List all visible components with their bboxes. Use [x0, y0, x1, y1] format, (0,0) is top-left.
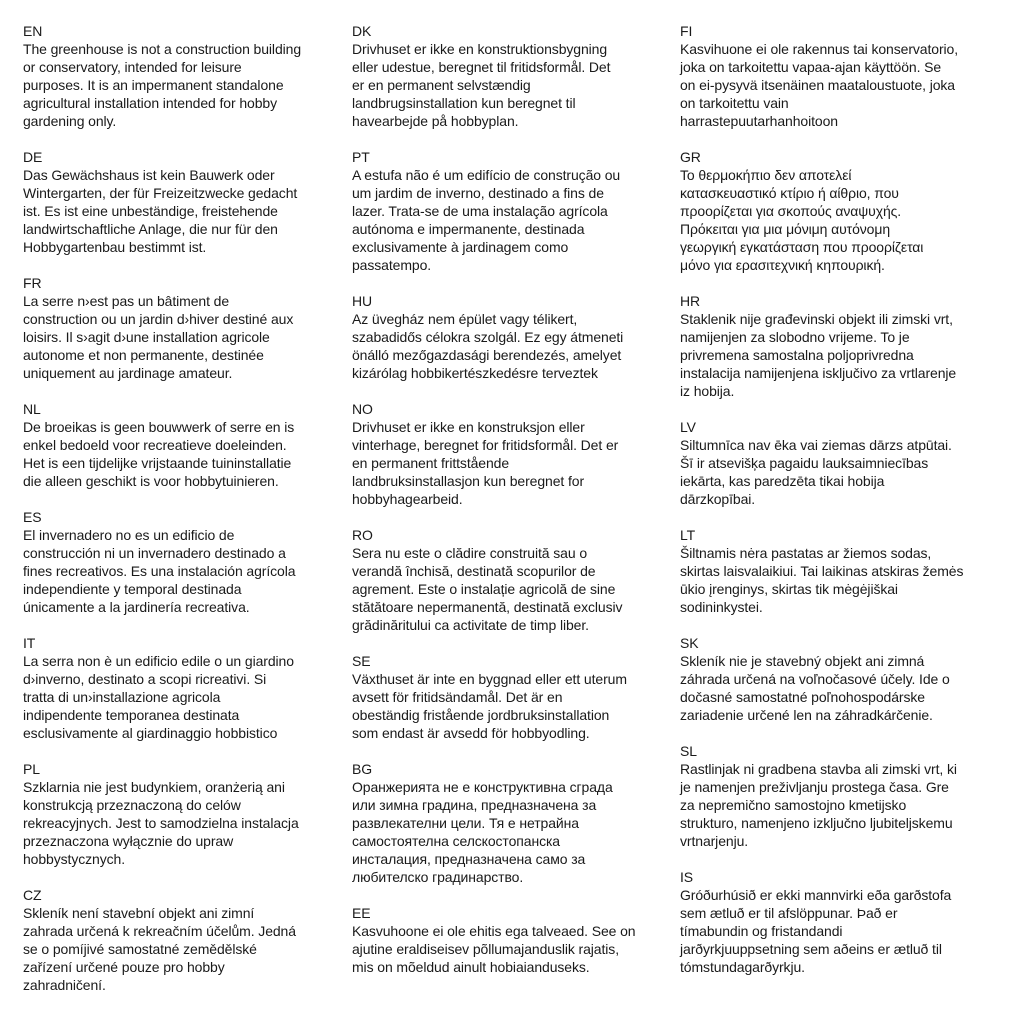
language-block-no: [352, 400, 636, 508]
text-line: μόνο για ερασιτεχνική κηπουρική.: [680, 257, 885, 273]
text-line: Rastlinjak ni gradbena stavba ali zimski vrt, ki: [680, 761, 957, 777]
text-line: exclusivamente à jardinagem como: [352, 239, 569, 255]
language-block-en: [23, 22, 301, 130]
language-block-is: [680, 868, 963, 976]
text-line: construcción ni un invernadero destinado a: [23, 545, 286, 561]
text-line: grădinăritului ca activitate de timp liber.: [352, 617, 589, 633]
text-line: agricultural installation intended for hobby: [23, 95, 277, 111]
text-line: самостоятелна селскостопанска: [352, 833, 560, 849]
text-line: Оранжерията не е конструктивна сграда: [352, 779, 613, 795]
text-line: hobbystycznych.: [23, 851, 125, 867]
text-line: ist. Es ist eine unbeständige, freistehende: [23, 203, 278, 219]
language-code: DE: [23, 149, 43, 165]
text-line: verandă închisă, destinată scopurilor de: [352, 563, 596, 579]
text-line: tímabundin og fristandandi: [680, 923, 843, 939]
text-line: La serre n›est pas un bâtiment de: [23, 293, 230, 309]
text-line: vinterhage, beregnet for fritidsformål. Det er: [352, 437, 619, 453]
text-line: ajutine eraldiseisev põllumajanduslik rajatis,: [352, 941, 619, 957]
text-line: enkel bedoeld voor recreatieve doeleinden.: [23, 437, 287, 453]
text-line: hobbyhagearbeid.: [352, 491, 463, 507]
text-line: d›inverno, destinato a scopi ricreativi. Si: [23, 671, 267, 687]
text-line: loisirs. Il s›agit d›une installation agricole: [23, 329, 270, 345]
text-line: любителско градинарство.: [352, 869, 524, 885]
text-line: únicamente a la jardinería recreativa.: [23, 599, 250, 615]
language-block-cz: [23, 886, 301, 994]
text-line: ūkio įrenginys, skirtas tik mėgėjiškai: [680, 581, 898, 597]
text-line: purposes. It is an impermanent standalone: [23, 77, 284, 93]
text-line: fines recreativos. Es una instalación agrícola: [23, 563, 296, 579]
text-line: die alleen geschikt is voor hobbytuinieren.: [23, 473, 279, 489]
language-code: LT: [680, 527, 696, 543]
text-line: namijenjen za slobodno vrijeme. To je: [680, 329, 910, 345]
text-line: skirtas laisvalaikiui. Tai laikinas atskiras žemės: [680, 563, 964, 579]
text-line: jarðyrkjuuppsetning sem aðeins er ætluð til: [680, 941, 942, 957]
text-line: kizárólag hobbikertészkedésre terveztek: [352, 365, 598, 381]
language-code: LV: [680, 419, 696, 435]
text-line: instalacija namijenjena isključivo za vrtlarenje: [680, 365, 957, 381]
text-line: agrement. Este o instalație agricolă de sine: [352, 581, 616, 597]
language-block-ro: [352, 526, 636, 634]
text-line: esclusivamente al giardinaggio hobbistico: [23, 725, 278, 741]
language-block-es: [23, 508, 301, 616]
language-code: ES: [23, 509, 42, 525]
language-code: GR: [680, 149, 701, 165]
text-line: γεωργική εγκατάσταση που προορίζεται: [680, 239, 924, 255]
language-code: EN: [23, 23, 43, 39]
language-block-de: [23, 148, 301, 256]
text-line: Växthuset är inte en byggnad eller ett uterum: [352, 671, 627, 687]
text-line: Das Gewächshaus ist kein Bauwerk oder: [23, 167, 275, 183]
text-line: passatempo.: [352, 257, 432, 273]
text-line: κατασκευαστικό κτίριο ή αίθριο, που: [680, 185, 899, 201]
language-block-it: [23, 634, 301, 742]
language-block-nl: [23, 400, 301, 490]
text-line: Skleník nie je stavebný objekt ani zimná: [680, 653, 925, 669]
text-line: harrastepuutarhanhoitoon: [680, 113, 838, 129]
language-code: RO: [352, 527, 373, 543]
text-line: önálló mezőgazdasági berendezés, amelyet: [352, 347, 622, 363]
text-line: zariadenie určené len na záhradkárčenie.: [680, 707, 933, 723]
text-line: som endast är avsedd för hobbyodling.: [352, 725, 590, 741]
language-block-ee: [352, 904, 636, 976]
text-line: Πρόκειται για μια μόνιμη αυτόνομη: [680, 221, 891, 237]
text-line: on ei-pysyvä itsenäinen maataloustuote, joka: [680, 77, 955, 93]
text-line: independiente y temporal destinada: [23, 581, 242, 597]
text-line: avsett för fritidsändamål. Det är en: [352, 689, 563, 705]
text-line: stătătoare nepermanentă, destinată exclusiv: [352, 599, 623, 615]
text-line: Sera nu este o clădire construită sau o: [352, 545, 588, 561]
language-block-pt: [352, 148, 636, 274]
text-line: развлекателни цели. Тя е нетрайна: [352, 815, 579, 831]
text-line: za nepremično samostojno kmetijsko: [680, 797, 907, 813]
text-line: strukturo, namenjeno izključno ljubiteljskemu: [680, 815, 953, 831]
text-line: Το θερμοκήπιο δεν αποτελεί: [680, 167, 852, 183]
text-line: Kasvuhoone ei ole ehitis ega talveaed. See on: [352, 923, 636, 939]
text-line: sem ætluð er til afslöppunar. Það er: [680, 905, 898, 921]
text-line: przeznaczona wyłącznie do upraw: [23, 833, 234, 849]
column-1: [23, 22, 301, 1012]
text-line: en permanent frittstående: [352, 455, 510, 471]
language-code: HU: [352, 293, 373, 309]
text-line: sodininkystei.: [680, 599, 763, 615]
text-line: záhrada určená na voľnočasové účely. Ide o: [680, 671, 950, 687]
text-line: El invernadero no es un edificio de: [23, 527, 235, 543]
text-line: mis on mõeldud ainult hobiaianduseks.: [352, 959, 590, 975]
text-line: landbruksinstallasjon kun beregnet for: [352, 473, 585, 489]
column-2: [352, 22, 636, 994]
text-line: landwirtschaftliche Anlage, die nur für den: [23, 221, 278, 237]
text-line: iekārta, kas paredzēta tikai hobija: [680, 473, 885, 489]
text-line: er en permanent selvstændig: [352, 77, 531, 93]
language-block-lv: [680, 418, 963, 508]
language-block-gr: [680, 148, 963, 274]
text-line: zahradničení.: [23, 977, 106, 993]
text-line: La serra non è un edificio edile o un giardino: [23, 653, 294, 669]
text-line: gardening only.: [23, 113, 117, 129]
text-line: rekreacyjnych. Jest to samodzielna instalacja: [23, 815, 299, 831]
language-block-hu: [352, 292, 636, 382]
language-block-fi: [680, 22, 963, 130]
language-block-sk: [680, 634, 963, 724]
text-line: lazer. Trata-se de uma instalação agrícola: [352, 203, 608, 219]
text-line: konstrukcją przeznaczoną do celów: [23, 797, 241, 813]
text-line: privremena samostalna poljoprivredna: [680, 347, 914, 363]
text-line: construction ou un jardin d›hiver destiné aux: [23, 311, 294, 327]
text-line: landbrugsinstallation kun beregnet til: [352, 95, 576, 111]
text-line: or conservatory, intended for leisure: [23, 59, 242, 75]
language-code: IT: [23, 635, 36, 651]
language-block-se: [352, 652, 636, 742]
text-line: Szklarnia nie jest budynkiem, oranżerią ani: [23, 779, 285, 795]
text-line: obeständig fristående jordbruksinstallation: [352, 707, 610, 723]
language-code: NL: [23, 401, 41, 417]
language-code: SK: [680, 635, 699, 651]
text-line: dārzkopībai.: [680, 491, 756, 507]
text-line: um jardim de inverno, destinado a fins de: [352, 185, 604, 201]
text-line: Kasvihuone ei ole rakennus tai konservatorio,: [680, 41, 959, 57]
language-block-lt: [680, 526, 963, 616]
text-line: Siltumnīca nav ēka vai ziemas dārzs atpūtai.: [680, 437, 952, 453]
text-line: Šiltnamis nėra pastatas ar žiemos sodas,: [680, 545, 932, 561]
text-line: szabadidős célokra szolgál. Ez egy átmeneti: [352, 329, 624, 345]
language-block-dk: [352, 22, 636, 130]
language-block-sl: [680, 742, 963, 850]
text-line: je namenjen preživljanju prostega časa. Gre: [680, 779, 949, 795]
language-block-pl: [23, 760, 301, 868]
text-line: Staklenik nije građevinski objekt ili zimski vrt,: [680, 311, 953, 327]
language-block-bg: [352, 760, 636, 886]
text-line: autónoma e impermanente, destinada: [352, 221, 585, 237]
text-line: uniquement au jardinage amateur.: [23, 365, 233, 381]
text-line: Hobbygartenbau bestimmt ist.: [23, 239, 207, 255]
text-line: joka on tarkoitettu vapaa-ajan käyttöön. Se: [680, 59, 942, 75]
text-line: Het is een tijdelijke vrijstaande tuininstallatie: [23, 455, 292, 471]
text-line: Az üvegház nem épület vagy télikert,: [352, 311, 578, 327]
text-line: De broeikas is geen bouwwerk of serre en is: [23, 419, 295, 435]
language-code: DK: [352, 23, 372, 39]
text-line: autonome et non permanente, destinée: [23, 347, 264, 363]
text-line: προορίζεται για σκοπούς αναψυχής.: [680, 203, 902, 219]
text-line: eller udestue, beregnet til fritidsformål. Det: [352, 59, 611, 75]
text-line: iz hobija.: [680, 383, 735, 399]
text-line: Wintergarten, der für Freizeitzwecke gedacht: [23, 185, 298, 201]
language-code: SL: [680, 743, 697, 759]
text-line: havearbejde på hobbyplan.: [352, 113, 519, 129]
language-code: NO: [352, 401, 373, 417]
language-code: PT: [352, 149, 370, 165]
text-line: Drivhuset er ikke en konstruktionsbygning: [352, 41, 608, 57]
text-line: zařízení určené pouze pro hobby: [23, 959, 225, 975]
text-line: Šī ir atsevišķa pagaidu lauksaimniecības: [680, 455, 929, 471]
text-line: dočasné samostatné poľnohospodárske: [680, 689, 925, 705]
language-code: BG: [352, 761, 373, 777]
text-line: Gróðurhúsið er ekki mannvirki eða garðstofa: [680, 887, 952, 903]
text-line: инсталация, предназначена само за: [352, 851, 586, 867]
text-line: tratta di un›installazione agricola: [23, 689, 221, 705]
text-line: vrtnarjenju.: [680, 833, 749, 849]
language-block-hr: [680, 292, 963, 400]
text-line: tómstundagarðyrkju.: [680, 959, 805, 975]
text-line: Drivhuset er ikke en konstruksjon eller: [352, 419, 585, 435]
text-line: zahrada určená k rekreačním účelům. Jedná: [23, 923, 296, 939]
text-line: или зимна градина, предназначена за: [352, 797, 597, 813]
text-line: The greenhouse is not a construction building: [23, 41, 302, 57]
language-code: SE: [352, 653, 371, 669]
language-code: HR: [680, 293, 701, 309]
text-line: indipendente temporanea destinata: [23, 707, 240, 723]
text-line: A estufa não é um edifício de construção ou: [352, 167, 621, 183]
language-code: CZ: [23, 887, 42, 903]
language-code: FR: [23, 275, 42, 291]
language-code: FI: [680, 23, 693, 39]
language-block-fr: [23, 274, 301, 382]
column-3: [680, 22, 963, 994]
text-line: se o pomíjivé samostatné zemědělské: [23, 941, 257, 957]
text-line: on tarkoitettu vain: [680, 95, 789, 111]
text-line: Skleník není stavební objekt ani zimní: [23, 905, 255, 921]
language-code: IS: [680, 869, 694, 885]
language-code: PL: [23, 761, 40, 777]
language-code: EE: [352, 905, 371, 921]
